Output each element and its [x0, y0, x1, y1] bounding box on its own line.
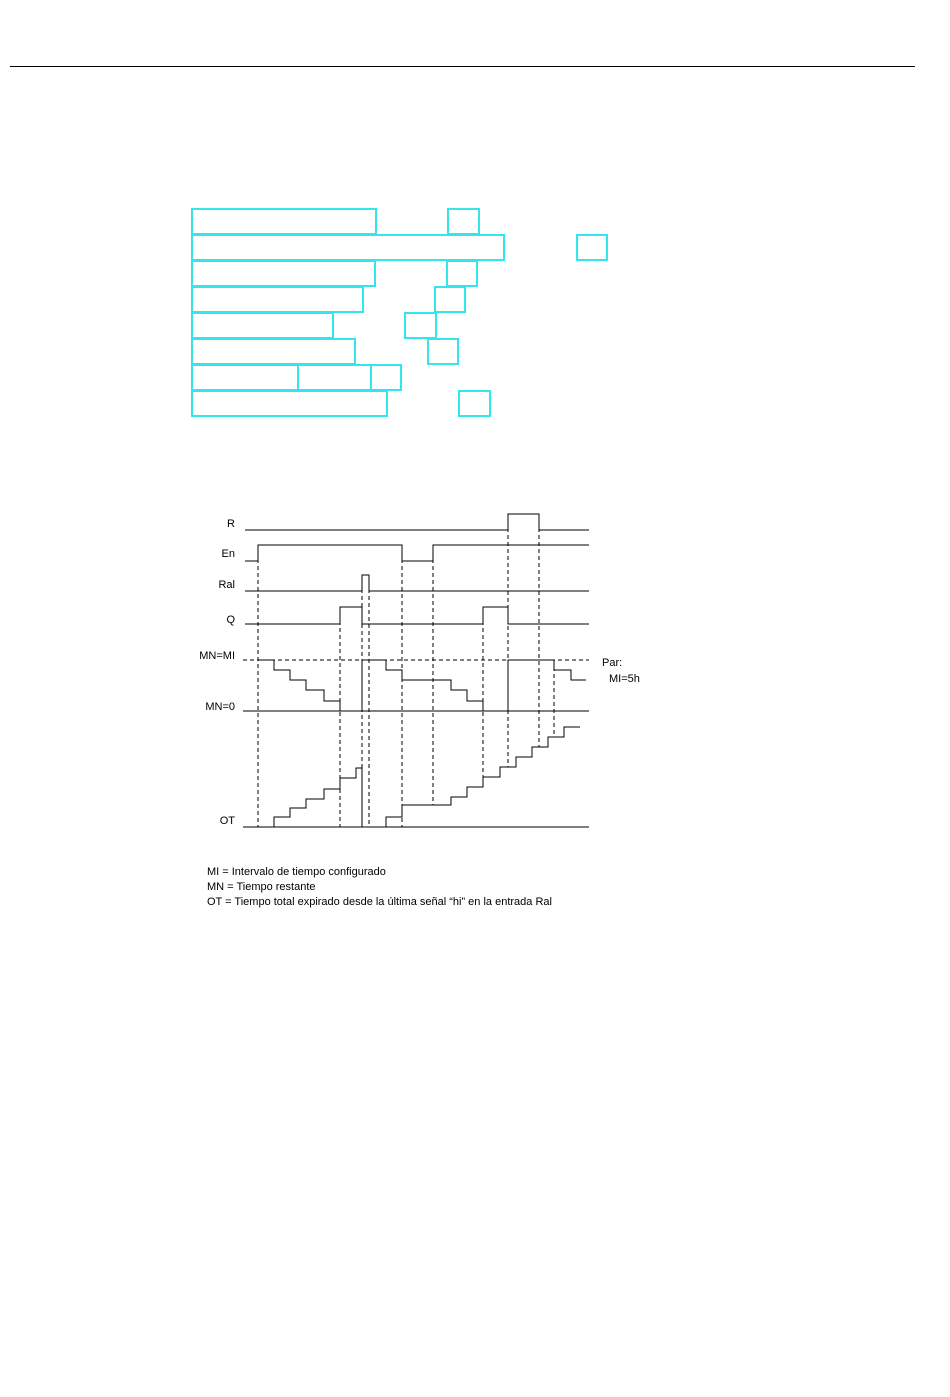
- legend-line: MI = Intervalo de tiempo configurado: [207, 866, 386, 878]
- legend-line: OT = Tiempo total expirado desde la última señal “hi” en la entrada Ral: [207, 896, 552, 908]
- waveform-q: [245, 607, 589, 624]
- param-title: Par:: [602, 657, 623, 669]
- waveform-ral: [245, 575, 589, 591]
- signal-label-en: En: [221, 548, 235, 560]
- waveform-mn: [258, 660, 586, 711]
- legend-line: MN = Tiempo restante: [207, 881, 316, 893]
- waveform-en: [245, 545, 589, 561]
- waveform-r: [245, 514, 589, 530]
- signal-label-q: Q: [226, 614, 235, 626]
- signal-label-ral: Ral: [218, 579, 235, 591]
- signal-label-mn-0: MN=0: [205, 701, 235, 713]
- waveform-ot: [274, 727, 580, 827]
- signal-label-mn-mi: MN=MI: [199, 650, 235, 662]
- figure-legend: [207, 865, 552, 910]
- signal-label-ot: OT: [219, 815, 235, 827]
- signal-label-r: R: [227, 518, 235, 530]
- param-value: MI=5h: [609, 673, 640, 685]
